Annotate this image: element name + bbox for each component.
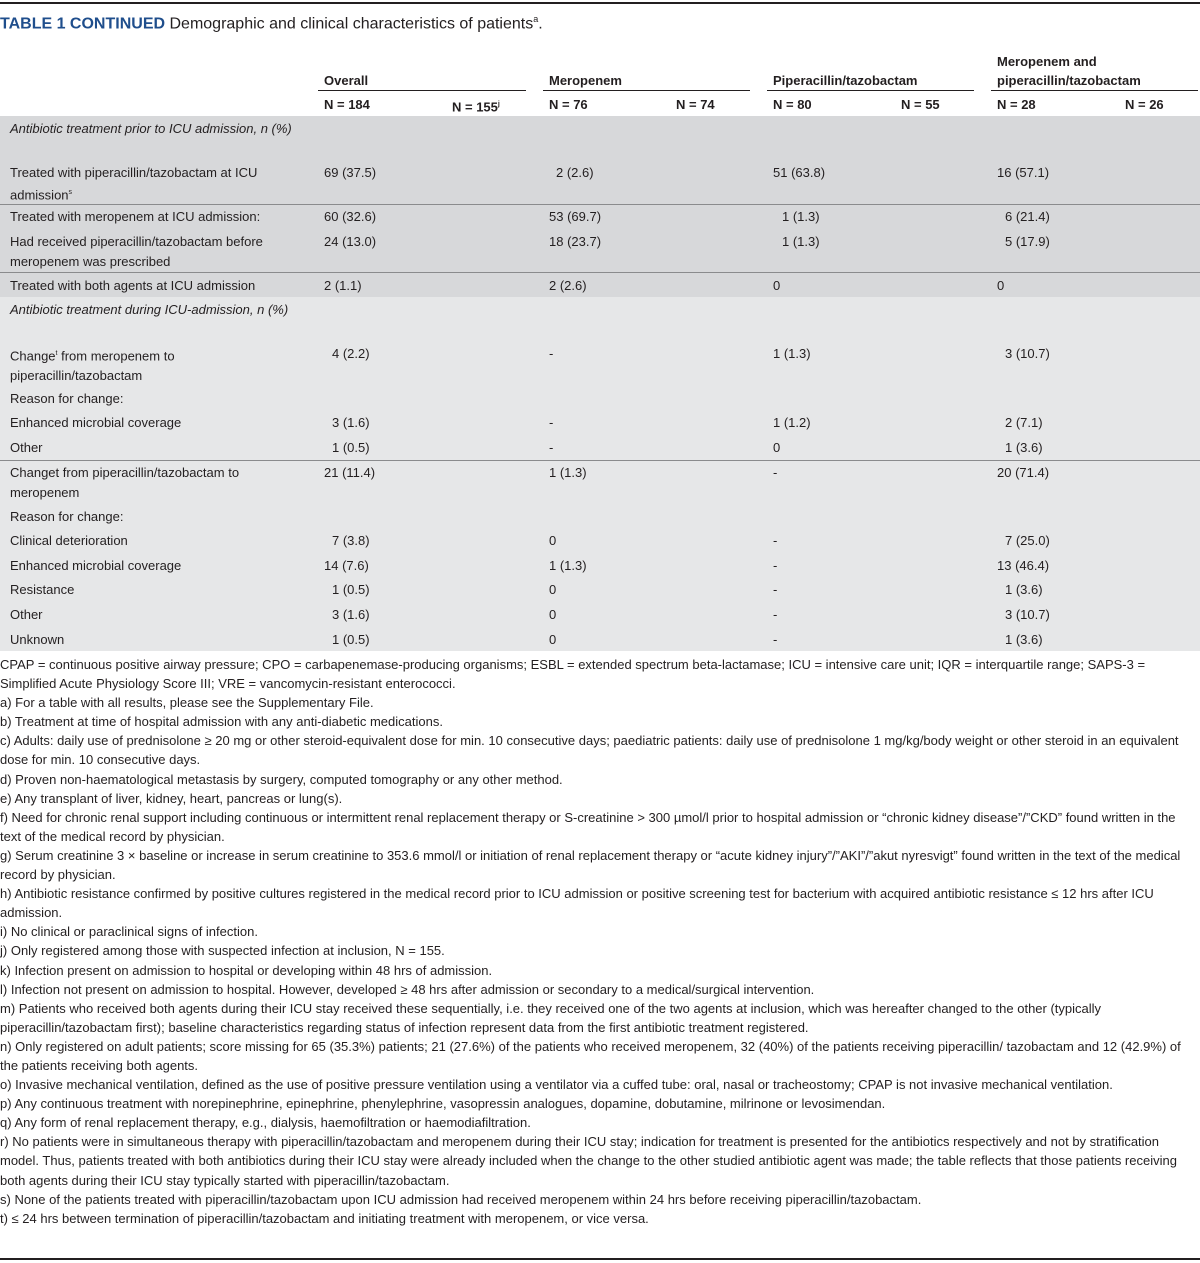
cell-overall: 21 (11.4) — [324, 465, 376, 480]
row-label-text: Treated with piperacillin/tazobactam at ICU admission — [10, 165, 258, 202]
footnote: t) ≤ 24 hrs between termination of piperacillin/tazobactam and initiating treatment with meropenem, or vice versa. — [0, 1210, 649, 1226]
n-overall-all: N = 184 — [324, 97, 370, 112]
header-underline-overall — [318, 90, 526, 91]
cell-both: 0 — [997, 278, 1005, 293]
footnote: j) Only registered among those with suspected infection at inclusion, N = 155. — [0, 943, 445, 959]
header-underline-both — [991, 90, 1198, 91]
footnote: o) Invasive mechanical ventilation, defined as the use of positive pressure ventilation using a ventilator via a cuffed tube: oral, nasal or tracheostomy; CPAP is not invasive mechanical ventilation. — [0, 1077, 1113, 1093]
caption-end: . — [538, 15, 543, 33]
footnote: s) None of the patients treated with piperacillin/tazobactam upon ICU admission had received meropenem within 24 hrs before receiving piperacillin/tazobactam. — [0, 1191, 922, 1207]
header-meropenem: Meropenem — [549, 73, 622, 88]
bottom-rule — [0, 1258, 1200, 1260]
cell-meropenem: 0 — [549, 607, 557, 622]
row-label-sup: s — [68, 188, 73, 196]
row-label: Clinical deterioration — [10, 533, 128, 548]
cell-both: 3 (10.7) — [1005, 607, 1050, 622]
row-label: Other — [10, 440, 43, 455]
cell-meropenem: 1 (1.3) — [549, 558, 587, 573]
cell-piptazo: - — [773, 582, 778, 597]
row-label: Had received piperacillin/tazobactam before meropenem was prescribed — [10, 234, 263, 269]
cell-meropenem: - — [549, 440, 554, 455]
footnote-abbreviations: CPAP = continuous positive airway pressure; CPO = carbapenemase-producing organisms; ESBL = extended spectrum beta-lactamase; ICU = intensive care unit; IQR = interquartile range; SAPS-3 = Simplified Acute Physiology Score III; VRE = vancomycin-resistant enterococci. — [0, 657, 1146, 692]
cell-meropenem: 2 (2.6) — [549, 278, 587, 293]
cell-both: 13 (46.4) — [997, 558, 1050, 573]
cell-overall: 3 (1.6) — [332, 415, 370, 430]
row-label: Antibiotic treatment prior to ICU admission, n (%) — [10, 121, 292, 136]
row-label-text: Change — [10, 348, 56, 364]
cell-meropenem: 0 — [549, 632, 557, 647]
row-label: Changet from piperacillin/tazobactam to meropenem — [10, 465, 240, 500]
cell-overall: 2 (1.1) — [324, 278, 362, 293]
footnote: f) Need for chronic renal support including continuous or intermittent renal replacement therapy or S-creatinine > 300 µmol/l prior to hospital admission or “chronic kidney disease”/”CKD” found written in the text of the medical record by physician. — [0, 809, 1176, 844]
n-piptazo-infected: N = 55 — [901, 97, 940, 112]
cell-meropenem: 1 (1.3) — [549, 465, 587, 480]
cell-overall: 24 (13.0) — [324, 234, 377, 249]
cell-piptazo: - — [773, 465, 778, 480]
row-label-text: from meropenem to piperacillin/tazobactam — [10, 348, 175, 383]
footnote: k) Infection present on admission to hospital or developing within 48 hrs of admission. — [0, 962, 493, 978]
cell-piptazo: 1 (1.3) — [773, 346, 811, 361]
n-overall-infected-sup: j — [497, 101, 500, 108]
header-overall: Overall — [324, 73, 369, 88]
header-both-line2: piperacillin/tazobactam — [997, 73, 1141, 88]
header-both-line1: Meropenem and — [997, 54, 1097, 69]
n-overall-infected-value: N = 155 — [452, 99, 498, 115]
row-label: Other — [10, 607, 43, 622]
footnote: g) Serum creatinine 3 × baseline or increase in serum creatinine to 353.6 mmol/l or initiation of renal replacement therapy or “acute kidney injury”/”AKI”/”akut nyresvigt” found written in the text of the medical record by physician. — [0, 847, 1181, 883]
cell-piptazo: - — [773, 607, 778, 622]
cell-meropenem: 0 — [549, 582, 557, 597]
row-label: Treated with both agents at ICU admission — [10, 278, 256, 293]
row-label — [10, 344, 240, 385]
cell-overall: 4 (2.2) — [332, 346, 370, 361]
row-label — [10, 163, 260, 204]
footnote: i) No clinical or paraclinical signs of infection. — [0, 924, 258, 940]
cell-piptazo: 1 (1.3) — [782, 209, 820, 224]
row-label: Enhanced microbial coverage — [10, 558, 182, 573]
header-underline-piptazo — [767, 90, 974, 91]
cell-piptazo: 1 (1.2) — [773, 415, 811, 430]
n-meropenem-infected: N = 74 — [676, 97, 715, 112]
row-label: Unknown — [10, 632, 65, 647]
n-meropenem-all: N = 76 — [549, 97, 588, 112]
footnote: q) Any form of renal replacement therapy, e.g., dialysis, haemofiltration or haemodiafiltration. — [0, 1115, 531, 1131]
cell-overall: 69 (37.5) — [324, 165, 377, 180]
footnote: d) Proven non-haematological metastasis by surgery, computed tomography or any other method. — [0, 771, 563, 787]
n-both-infected: N = 26 — [1125, 97, 1164, 112]
caption-sup: a — [533, 14, 539, 24]
cell-both: 1 (3.6) — [1005, 632, 1043, 647]
footnote: e) Any transplant of liver, kidney, heart, pancreas or lung(s). — [0, 790, 343, 806]
row-label: Reason for change: — [10, 391, 124, 406]
cell-overall: 60 (32.6) — [324, 209, 377, 224]
cell-meropenem: 18 (23.7) — [549, 234, 602, 249]
header-underline-meropenem — [543, 90, 750, 91]
footnotes — [0, 655, 1198, 1228]
cell-both: 1 (3.6) — [1005, 582, 1043, 597]
row-label: Resistance — [10, 582, 75, 597]
cell-both: 7 (25.0) — [1005, 533, 1050, 548]
cell-overall: 1 (0.5) — [332, 582, 370, 597]
footnote: h) Antibiotic resistance confirmed by positive cultures registered in the medical record prior to ICU admission or positive screening test for bacterium with acquired antibiotic resistance ≤ 12 hrs after ICU admission. — [0, 886, 1154, 921]
cell-piptazo: 0 — [773, 440, 781, 455]
cell-piptazo: - — [773, 558, 778, 573]
cell-both: 16 (57.1) — [997, 165, 1050, 180]
cell-piptazo: - — [773, 533, 778, 548]
row-label: Treated with meropenem at ICU admission: — [10, 209, 261, 224]
cell-piptazo: - — [773, 632, 778, 647]
cell-both: 20 (71.4) — [997, 465, 1050, 480]
footnote: n) Only registered on adult patients; score missing for 65 (35.3%) patients; 21 (27.6%) of the patients who received meropenem, 32 (40%) of the patients receiving piperacillin/ tazobactam and 12 (42.9%) of the patients receiving both agents. — [0, 1038, 1181, 1073]
cell-overall: 1 (0.5) — [332, 440, 370, 455]
n-both-all: N = 28 — [997, 97, 1036, 112]
cell-piptazo: 0 — [773, 278, 781, 293]
cell-meropenem: - — [549, 415, 554, 430]
caption-label: TABLE 1 CONTINUED — [0, 15, 166, 33]
row-label: Reason for change: — [10, 509, 124, 524]
cell-meropenem: 53 (69.7) — [549, 209, 602, 224]
footnote: c) Adults: daily use of prednisolone ≥ 20 mg or other steroid-equivalent dose for min. 10 consecutive days; paediatric patients: daily use of prednisolone 1 mg/kg/body weight or other steroid in an equivalent dose for min. 10 consecutive days. — [0, 733, 1179, 768]
cell-meropenem: 0 — [549, 533, 557, 548]
footnote: l) Infection not present on admission to hospital. However, developed ≥ 48 hrs after admission or secondary to a medical/surgical intervention. — [0, 981, 815, 997]
footnote: b) Treatment at time of hospital admission with any anti-diabetic medications. — [0, 714, 443, 730]
cell-both: 6 (21.4) — [1005, 209, 1050, 224]
separator — [0, 272, 1200, 273]
footnote: r) No patients were in simultaneous therapy with piperacillin/tazobactam and meropenem during their ICU stay; indication for treatment is presented for the antibiotics respectively and not by stratification model. Thus, patients treated with both antibiotics during their ICU stay were already included when the change to the other studied antibiotic agent was made; the table reflects that those patients receiving both agents during their ICU stay typically started with piperacillin/tazobactam. — [0, 1134, 1177, 1188]
footnote: p) Any continuous treatment with norepinephrine, epinephrine, phenylephrine, vasopressin analogues, dopamine, dobutamine, milrinone or levosimendan. — [0, 1096, 886, 1112]
footnote: a) For a table with all results, please see the Supplementary File. — [0, 695, 374, 711]
table-caption — [0, 14, 543, 33]
cell-overall: 7 (3.8) — [332, 533, 370, 548]
footnote: m) Patients who received both agents during their ICU stay received these sequentially, i.e. they received one of the two agents at inclusion, which was hereafter changed to the other (typically piperacillin/tazobactam first); baseline characteristics regarding status of infection represent data from the first antibiotic treatment registered. — [0, 1000, 1102, 1035]
cell-piptazo: 1 (1.3) — [782, 234, 820, 249]
row-label: Antibiotic treatment during ICU-admission, n (%) — [10, 302, 289, 317]
cell-meropenem: 2 (2.6) — [556, 165, 594, 180]
row-label: Enhanced microbial coverage — [10, 415, 182, 430]
cell-meropenem: - — [549, 346, 554, 361]
n-overall-infected — [452, 95, 500, 116]
separator — [0, 460, 1200, 461]
row-label-sup: t — [55, 350, 58, 357]
cell-overall: 3 (1.6) — [332, 607, 370, 622]
cell-overall: 14 (7.6) — [324, 558, 369, 573]
cell-piptazo: 51 (63.8) — [773, 165, 826, 180]
n-piptazo-all: N = 80 — [773, 97, 812, 112]
cell-overall: 1 (0.5) — [332, 632, 370, 647]
caption-text: Demographic and clinical characteristics of patients — [169, 15, 534, 33]
cell-both: 5 (17.9) — [1005, 234, 1050, 249]
header-piptazo: Piperacillin/tazobactam — [773, 73, 918, 88]
cell-both: 1 (3.6) — [1005, 440, 1043, 455]
top-rule — [0, 2, 1200, 4]
cell-both: 3 (10.7) — [1005, 346, 1050, 361]
cell-both: 2 (7.1) — [1005, 415, 1043, 430]
